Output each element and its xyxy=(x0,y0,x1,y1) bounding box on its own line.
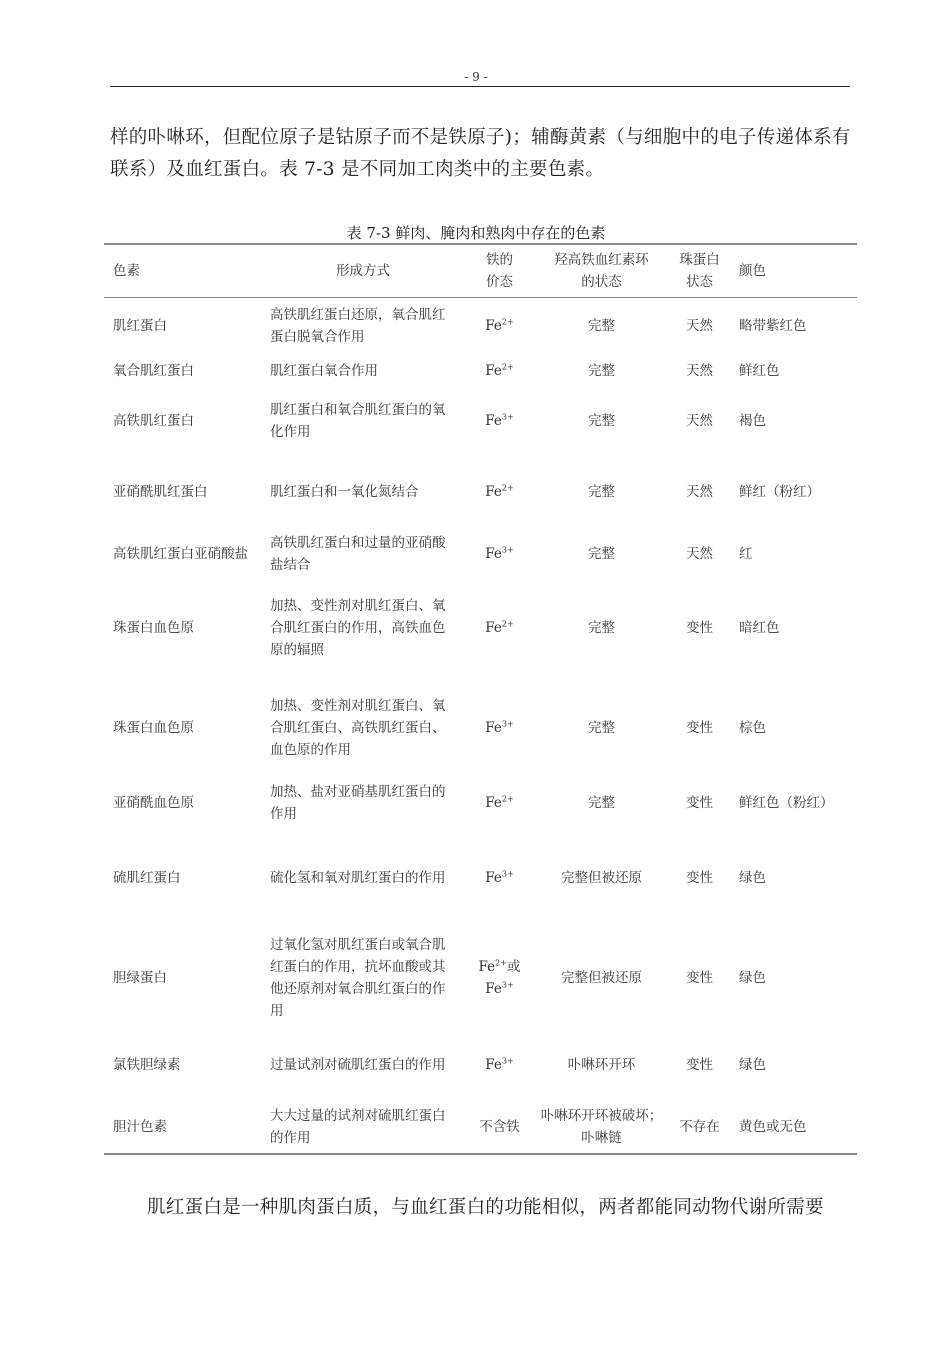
cell-pigment: 硫肌红蛋白 xyxy=(113,869,181,886)
cell-ring-state: 完整 xyxy=(588,545,615,562)
table-row xyxy=(104,298,857,354)
cell-formation: 加热、变性剂对肌红蛋白、氧合肌红蛋白的作用，高铁血色原的辐照 xyxy=(270,597,446,658)
cell-pigment: 肌红蛋白 xyxy=(113,317,167,334)
table-caption: 表 7-3 鲜肉、腌肉和熟肉中存在的色素 xyxy=(346,224,606,242)
cell-iron-valence xyxy=(464,578,535,678)
pigment-table xyxy=(104,243,857,1155)
header-globin-line1: 珠蛋白 xyxy=(679,252,720,268)
cell-ring-state: 完整 xyxy=(588,362,615,379)
iron-symbol: Fe xyxy=(485,1056,502,1073)
table-row xyxy=(104,530,857,578)
header-globin-line2: 状态 xyxy=(686,274,713,290)
header-pigment: 色素 xyxy=(113,263,140,279)
cell-globin-state: 变性 xyxy=(686,869,713,886)
cell-color: 红 xyxy=(739,545,753,562)
cell-iron-valence xyxy=(464,454,535,530)
iron-symbol: Fe xyxy=(485,869,502,886)
paragraph-bottom: 肌红蛋白是一种肌肉蛋白质，与血红蛋白的功能相似，两者都能同动物代谢所需要 xyxy=(147,1197,824,1218)
header-ring-line1: 羟高铁血红素环 xyxy=(554,252,649,268)
cell-globin-state: 天然 xyxy=(686,362,713,379)
header-ring-line2: 的状态 xyxy=(581,274,622,290)
iron-symbol: Fe xyxy=(485,317,502,334)
iron-symbol: Fe xyxy=(485,619,502,636)
table-row xyxy=(104,928,857,1028)
cell-formation: 过量试剂对硫肌红蛋白的作用 xyxy=(270,1056,446,1073)
table-row xyxy=(104,578,857,678)
cell-iron-valence xyxy=(464,1028,535,1102)
cell-ring-state: 完整 xyxy=(588,483,615,500)
cell-pigment: 高铁肌红蛋白亚硝酸盐 xyxy=(113,545,248,562)
cell-color: 暗红色 xyxy=(739,619,780,636)
iron-symbol: Fe xyxy=(485,719,502,736)
cell-pigment: 珠蛋白血色原 xyxy=(113,619,194,636)
iron-charge-alt: 3+ xyxy=(501,980,514,989)
cell-iron-valence xyxy=(464,1102,535,1154)
cell-ring-state: 完整但被还原 xyxy=(561,869,642,886)
cell-iron-valence xyxy=(464,928,535,1028)
cell-pigment: 氯铁胆绿素 xyxy=(113,1056,181,1073)
header-rule xyxy=(110,86,850,87)
cell-globin-state: 天然 xyxy=(686,412,713,429)
cell-color: 绿色 xyxy=(739,969,766,986)
iron-charge: 2+ xyxy=(501,619,514,628)
table-row xyxy=(104,678,857,778)
table-body xyxy=(104,298,857,1154)
cell-formation: 高铁肌红蛋白还原，氧合肌红蛋白脱氧合作用 xyxy=(270,306,446,345)
table-row xyxy=(104,1028,857,1102)
cell-color: 略带紫红色 xyxy=(739,317,807,334)
cell-iron-valence xyxy=(464,388,535,454)
cell-globin-state: 变性 xyxy=(686,719,713,736)
iron-symbol: Fe xyxy=(485,794,502,811)
cell-color: 鲜红色（粉红） xyxy=(739,794,834,811)
cell-pigment: 亚硝酰肌红蛋白 xyxy=(113,483,208,500)
cell-formation: 大大过量的试剂对硫肌红蛋白的作用 xyxy=(270,1108,446,1146)
cell-iron-valence xyxy=(464,354,535,388)
cell-ring-state: 完整但被还原 xyxy=(561,969,642,986)
cell-globin-state: 变性 xyxy=(686,794,713,811)
iron-charge: 3+ xyxy=(501,412,514,421)
cell-pigment: 高铁肌红蛋白 xyxy=(113,412,194,429)
cell-color: 绿色 xyxy=(739,1056,766,1073)
table-row xyxy=(104,354,857,388)
page-number: - 9 - xyxy=(464,70,488,84)
paragraph-top: 样的卟啉环，但配位原子是钴原子而不是铁原子)；辅酶黄素（与细胞中的电子传递体系有联系）及血红蛋白。表 7-3 是不同加工肉类中的主要色素。 xyxy=(110,127,851,180)
iron-charge: 2+ xyxy=(501,483,514,492)
header-globin-state xyxy=(668,244,731,298)
cell-globin-state: 天然 xyxy=(686,545,713,562)
cell-color: 绿色 xyxy=(739,869,766,886)
iron-charge: 2+ xyxy=(501,362,514,371)
cell-ring-state: 卟啉环开环 xyxy=(567,1056,636,1073)
iron-charge: 3+ xyxy=(501,719,514,728)
table-row xyxy=(104,1102,857,1154)
cell-ring-state: 完整 xyxy=(588,794,615,811)
cell-globin-state: 不存在 xyxy=(679,1119,720,1135)
cell-globin-state: 天然 xyxy=(686,317,713,334)
table-row xyxy=(104,778,857,828)
cell-formation: 肌红蛋白和氧合肌红蛋白的氧化作用 xyxy=(270,401,446,440)
iron-charge: 3+ xyxy=(501,869,514,878)
cell-color: 棕色 xyxy=(739,719,766,736)
cell-pigment: 珠蛋白血色原 xyxy=(113,719,194,736)
header-iron-line2: 价态 xyxy=(486,274,513,290)
iron-or: 或 xyxy=(506,958,521,975)
cell-formation: 肌红蛋白和一氧化氮结合 xyxy=(270,483,419,500)
cell-color: 鲜红色 xyxy=(739,362,780,379)
iron-symbol-alt: Fe xyxy=(485,980,502,997)
cell-pigment: 氧合肌红蛋白 xyxy=(113,362,194,379)
cell-ring-state: 完整 xyxy=(588,412,615,429)
header-ring-state xyxy=(535,244,668,298)
iron-symbol: Fe xyxy=(485,412,502,429)
header-iron-line1: 铁的 xyxy=(486,252,513,268)
cell-formation: 高铁肌红蛋白和过量的亚硝酸盐结合 xyxy=(270,534,446,573)
header-row xyxy=(104,244,857,298)
header-color: 颜色 xyxy=(739,263,766,279)
cell-pigment: 胆汁色素 xyxy=(113,1119,167,1135)
cell-color: 鲜红（粉红） xyxy=(739,483,820,500)
cell-globin-state: 变性 xyxy=(686,1056,713,1073)
cell-iron-valence xyxy=(464,298,535,354)
cell-iron-valence xyxy=(464,778,535,828)
iron-charge: 3+ xyxy=(501,545,514,554)
cell-ring-state: 完整 xyxy=(588,719,615,736)
iron-symbol: Fe xyxy=(485,362,502,379)
cell-formation: 肌红蛋白氧合作用 xyxy=(270,362,378,379)
table-row xyxy=(104,828,857,928)
header-formation: 形成方式 xyxy=(336,263,390,279)
iron-symbol: Fe xyxy=(485,483,502,500)
cell-pigment: 胆绿蛋白 xyxy=(113,969,167,986)
iron-symbol: 不含铁 xyxy=(479,1119,520,1135)
pigment-table-container xyxy=(104,243,857,1155)
cell-color: 褐色 xyxy=(739,412,766,429)
cell-globin-state: 变性 xyxy=(686,969,713,986)
cell-ring-state: 完整 xyxy=(588,317,615,334)
iron-charge: 2+ xyxy=(501,794,514,803)
cell-formation: 硫化氢和氧对肌红蛋白的作用 xyxy=(270,869,446,886)
cell-iron-valence xyxy=(464,678,535,778)
cell-formation: 加热、盐对亚硝基肌红蛋白的作用 xyxy=(270,783,446,822)
iron-symbol: Fe xyxy=(478,958,496,975)
cell-globin-state: 变性 xyxy=(686,619,713,636)
table-row xyxy=(104,454,857,530)
cell-iron-valence xyxy=(464,530,535,578)
cell-ring-state: 完整 xyxy=(588,619,615,636)
header-iron-valence xyxy=(464,244,535,298)
table-row xyxy=(104,388,857,454)
cell-iron-valence xyxy=(464,828,535,928)
iron-charge: 2+ xyxy=(495,958,507,967)
table-header xyxy=(104,244,857,298)
cell-pigment: 亚硝酰血色原 xyxy=(113,794,194,811)
cell-formation: 过氧化氢对肌红蛋白或氧合肌红蛋白的作用，抗坏血酸或其他还原剂对氧合肌红蛋白的作用 xyxy=(270,936,446,1019)
cell-globin-state: 天然 xyxy=(686,483,713,500)
iron-charge: 3+ xyxy=(501,1056,514,1065)
cell-color: 黄色或无色 xyxy=(739,1119,807,1135)
cell-formation: 加热、变性剂对肌红蛋白、氧合肌红蛋白、高铁肌红蛋白、血色原的作用 xyxy=(270,697,446,758)
iron-charge: 2+ xyxy=(501,317,514,327)
cell-ring-state: 卟啉环开环被破坏；卟啉链 xyxy=(540,1108,663,1146)
iron-symbol: Fe xyxy=(485,545,502,562)
